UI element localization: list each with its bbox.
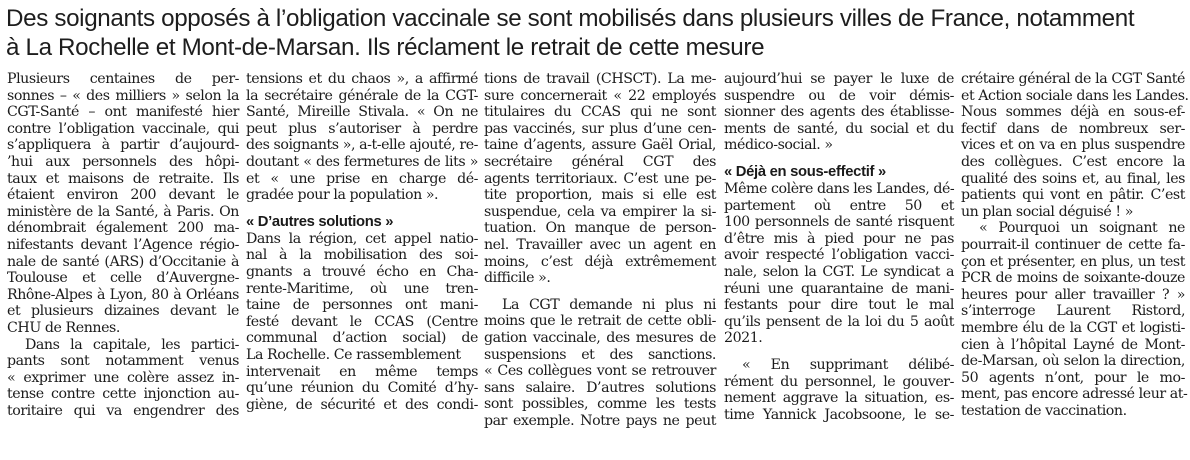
text-line: toritaire qui va engendrer des bbox=[7, 402, 239, 419]
text-line: pants sont notamment venus bbox=[7, 353, 239, 370]
text-line: 100 personnels de santé risquent bbox=[724, 214, 954, 231]
text-line: des collègues. C’est encore la bbox=[961, 153, 1185, 170]
text-line: gnants a trouvé écho en Cha- bbox=[246, 263, 478, 280]
text-line: vices et on va en plus suspendre bbox=[961, 137, 1185, 154]
text-line: intervenait en même temps bbox=[246, 363, 478, 380]
text-line: nement aggrave la situation, es- bbox=[724, 390, 954, 407]
article-column-4 bbox=[724, 71, 954, 423]
text-line: La Rochelle. Ce rassemblement bbox=[246, 346, 461, 363]
text-line: nale de santé (ARS) d’Occitanie à bbox=[7, 253, 239, 270]
text-line: « Ces collègues vont se retrouver bbox=[484, 363, 716, 380]
text-line: étaient environ 200 devant le bbox=[7, 187, 239, 204]
text-line: « En supprimant délibé- bbox=[742, 356, 954, 373]
article-column-1 bbox=[7, 71, 239, 419]
subheading: « D’autres solutions » bbox=[246, 213, 394, 230]
headline-line-2: à La Rochelle et Mont-de-Marsan. Ils réclament le retrait de cette mesure bbox=[6, 34, 765, 61]
text-line: par exemple. Notre pays ne peut bbox=[484, 412, 716, 429]
text-line: tense contre cette injonction au- bbox=[7, 386, 239, 403]
text-line: tite proportion, mais si elle est bbox=[484, 187, 716, 204]
text-line: Rhône-Alpes à Lyon, 80 à Orléans bbox=[7, 286, 239, 303]
text-line: agents territoriaux. C’est une pe- bbox=[484, 170, 716, 187]
text-line: ’hui aux personnels des hôpi- bbox=[7, 153, 239, 170]
text-line: secrétaire général CGT des bbox=[484, 153, 716, 170]
text-line: nifestants devant l’Agence régio- bbox=[7, 236, 239, 253]
text-line: festé devant le CCAS (Centre bbox=[246, 313, 478, 330]
text-line: membre élu de la CGT et logisti- bbox=[961, 319, 1185, 336]
text-line: dénombrait également 200 ma- bbox=[7, 220, 239, 237]
text-line: festants pour dire tout le mal bbox=[724, 297, 954, 314]
text-line: un plan social déguisé ! » bbox=[961, 203, 1133, 220]
text-line: suspendue, cela va empirer la si- bbox=[484, 203, 716, 220]
text-line: sure concernerait « 22 employés bbox=[484, 87, 716, 104]
headline-line-1: Des soignants opposés à l’obligation vaccinale se sont mobilisés dans plusieurs villes de France, notamment bbox=[6, 5, 1135, 32]
text-line: qu’une réunion du Comité d’hy- bbox=[246, 380, 478, 397]
text-line: tuation. On manque de person- bbox=[484, 220, 716, 237]
text-line: « Pourquoi un soignant ne bbox=[979, 220, 1185, 237]
text-line: ment, pas encore adressé leur at- bbox=[961, 386, 1188, 403]
paragraph-gap bbox=[246, 204, 478, 214]
text-line: et « une prise en charge dé- bbox=[246, 170, 478, 187]
text-line: gation vaccinale, des mesures de bbox=[484, 329, 716, 346]
text-line: « exprimer une colère assez in- bbox=[7, 369, 239, 386]
text-line: sionner des agents des établisse- bbox=[724, 104, 954, 121]
text-line: Dans la région, cet appel natio- bbox=[246, 230, 478, 247]
paragraph-gap bbox=[484, 287, 716, 297]
text-line: s’interroge Laurent Ristord, bbox=[961, 303, 1185, 320]
text-line: sont possibles, comme les tests bbox=[484, 396, 716, 413]
text-line: 2021. bbox=[724, 330, 763, 347]
text-line: partement où entre 50 et bbox=[724, 197, 954, 214]
text-line: fectif dans de nombreux ser- bbox=[961, 120, 1185, 137]
text-line: sonnes – « des milliers » selon la bbox=[7, 87, 239, 104]
text-line: PCR de moins de soixante-douze bbox=[961, 270, 1185, 287]
text-line: nel. Travailler avec un agent en bbox=[484, 236, 716, 253]
text-line: 50 agents n’ont, pour le mo- bbox=[961, 369, 1185, 386]
text-line: pourrait-il continuer de cette fa- bbox=[961, 236, 1185, 253]
text-line: réuni une quarantaine de mani- bbox=[724, 280, 954, 297]
article-column-3 bbox=[484, 71, 716, 429]
article-headline bbox=[6, 4, 1186, 62]
text-line: de-Marsan, où selon la direction, bbox=[961, 353, 1185, 370]
text-line: heures pour aller travailler ? » bbox=[961, 286, 1185, 303]
text-line: time Yannick Jacobsoone, le se- bbox=[724, 406, 954, 423]
text-line: tions de travail (CHSCT). La me- bbox=[484, 71, 716, 87]
text-line: aujourd’hui se payer le luxe de bbox=[724, 71, 954, 87]
text-line: CHU de Rennes. bbox=[7, 319, 120, 336]
text-line: et Action sociale dans les Landes. bbox=[961, 87, 1189, 104]
text-line: nale, selon la CGT. Le syndicat a bbox=[724, 263, 954, 280]
text-line: qu’ils pensent de la loi du 5 août bbox=[724, 313, 954, 330]
text-line: ments de santé, du social et du bbox=[724, 120, 954, 137]
text-line: gradée pour la population ». bbox=[246, 187, 439, 204]
text-line: rément du personnel, le gouver- bbox=[724, 373, 954, 390]
text-line: ministère de la Santé, à Paris. On bbox=[7, 203, 239, 220]
text-line: suspendre ou de voir démis- bbox=[724, 87, 954, 104]
text-line: Santé, Mireille Stivala. « On ne bbox=[246, 104, 478, 121]
text-line: moins que le retrait de cette obli- bbox=[484, 313, 716, 330]
text-line: tensions et du chaos », a affirmé bbox=[246, 71, 478, 87]
text-line: des soignants », a-t-elle ajouté, re- bbox=[246, 137, 478, 154]
text-line: communal d’action social) de bbox=[246, 330, 478, 347]
text-line: suspensions et des sanctions. bbox=[484, 346, 716, 363]
text-line: avoir respecté l’obligation vacci- bbox=[724, 247, 954, 264]
text-line: testation de vaccination. bbox=[961, 402, 1127, 419]
text-line: moins, c’est déjà extrêmement bbox=[484, 253, 716, 270]
text-line: pas vaccinés, sur plus d’une cen- bbox=[484, 120, 716, 137]
text-line: Même colère dans les Landes, dé- bbox=[724, 180, 955, 197]
paragraph-gap bbox=[724, 347, 954, 357]
text-line: la secrétaire générale de la CGT- bbox=[246, 87, 478, 104]
text-line: Dans la capitale, les partici- bbox=[25, 336, 239, 353]
text-line: Nous sommes déjà en sous-ef- bbox=[961, 104, 1185, 121]
text-line: titulaires du CCAS qui ne sont bbox=[484, 104, 716, 121]
text-line: patients qui vont en pâtir. C’est bbox=[961, 187, 1185, 204]
text-line: taine de personnes ont mani- bbox=[246, 297, 478, 314]
article-column-2 bbox=[246, 71, 478, 413]
text-line: difficile ». bbox=[484, 270, 551, 287]
text-line: qualité des soins et, au final, les bbox=[961, 170, 1185, 187]
text-line: contre l’obligation vaccinale, qui bbox=[7, 120, 239, 137]
article-column-5 bbox=[961, 71, 1189, 419]
text-line: taux et maisons de retraite. Ils bbox=[7, 170, 239, 187]
article-body bbox=[0, 71, 1190, 460]
text-line: Plusieurs centaines de per- bbox=[7, 71, 239, 87]
text-line: La CGT demande ni plus ni bbox=[502, 296, 716, 313]
text-line: çon et présenter, en plus, un test bbox=[961, 253, 1185, 270]
text-line: cien à l’hôpital Layné de Mont- bbox=[961, 336, 1185, 353]
text-line: doutant « des fermetures de lits » bbox=[246, 153, 478, 170]
text-line: taine d’agents, assure Gaël Orial, bbox=[484, 137, 716, 154]
subheading: « Déjà en sous-effectif » bbox=[724, 163, 886, 180]
text-line: crétaire général de la CGT Santé bbox=[961, 71, 1185, 87]
text-line: nal à la mobilisation des soi- bbox=[246, 247, 478, 264]
text-line: giène, de sécurité et des condi- bbox=[246, 396, 478, 413]
text-line: CGT-Santé – ont manifesté hier bbox=[7, 104, 239, 121]
text-line: sans salaire. D’autres solutions bbox=[484, 379, 716, 396]
paragraph-gap bbox=[724, 154, 954, 164]
text-line: Toulouse et celle d’Auvergne- bbox=[7, 270, 239, 287]
text-line: et plusieurs dizaines devant le bbox=[7, 303, 239, 320]
text-line: s’appliquera à partir d’aujourd- bbox=[7, 137, 239, 154]
text-line: peut plus s’autoriser à perdre bbox=[246, 120, 478, 137]
text-line: rente-Maritime, où une tren- bbox=[246, 280, 478, 297]
text-line: d’être mis à pied pour ne pas bbox=[724, 230, 954, 247]
text-line: médico-social. » bbox=[724, 137, 833, 154]
